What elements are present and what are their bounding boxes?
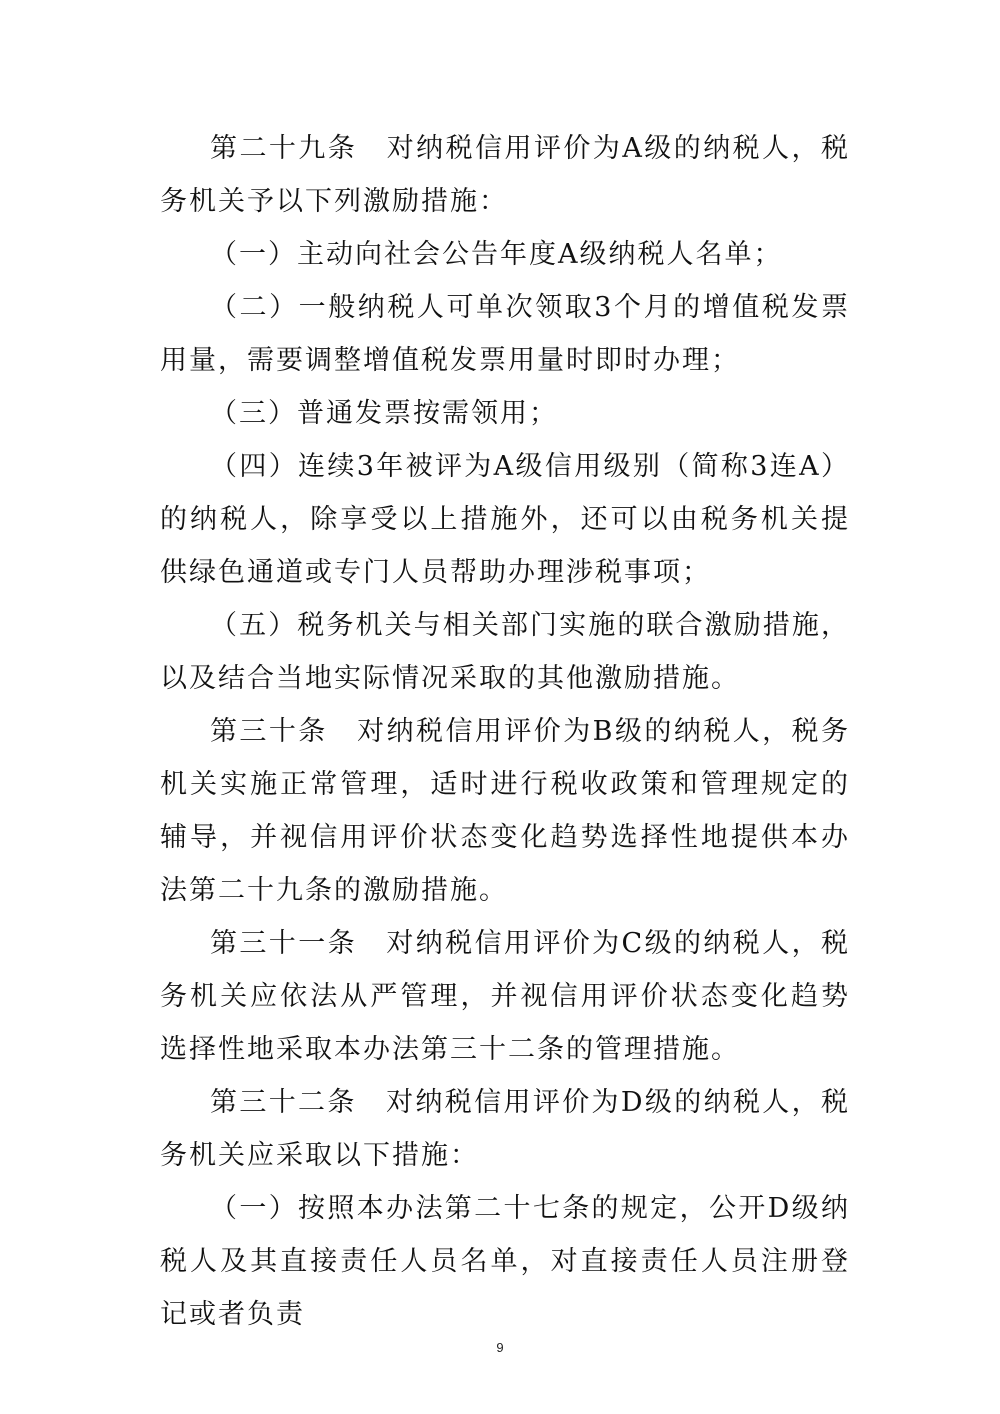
article-32-item-1: （一）按照本办法第二十七条的规定，公开D级纳税人及其直接责任人员名单，对直接责任人员注册登记或者负责 xyxy=(160,1193,850,1330)
article-29-item-1: （一）主动向社会公告年度A级纳税人名单； xyxy=(210,239,783,270)
article-29-item-2: （二）一般纳税人可单次领取3个月的增值税发票用量，需要调整增值税发票用量时即时办理； xyxy=(160,292,850,376)
page-number: 9 xyxy=(496,1340,504,1355)
article-30: 第三十条 对纳税信用评价为B级的纳税人，税务机关实施正常管理，适时进行税收政策和管理规定的辅导，并视信用评价状态变化趋势选择性地提供本办法第二十九条的激励措施。 xyxy=(160,716,850,906)
article-29-item-3: （三）普通发票按需领用； xyxy=(210,398,558,429)
article-29-item-5: （五）税务机关与相关部门实施的联合激励措施，以及结合当地实际情况采取的其他激励措施。 xyxy=(160,610,850,694)
article-29-intro: 第二十九条 对纳税信用评价为A级的纳税人，税务机关予以下列激励措施： xyxy=(160,133,850,217)
article-31: 第三十一条 对纳税信用评价为C级的纳税人，税务机关应依法从严管理，并视信用评价状态变化趋势选择性地采取本办法第三十二条的管理措施。 xyxy=(160,928,850,1065)
article-29-item-4: （四）连续3年被评为A级信用级别（简称3连A）的纳税人，除享受以上措施外，还可以由税务机关提供绿色通道或专门人员帮助办理涉税事项； xyxy=(160,451,850,588)
article-32-intro: 第三十二条 对纳税信用评价为D级的纳税人，税务机关应采取以下措施： xyxy=(160,1087,850,1171)
document-body xyxy=(160,122,850,1341)
